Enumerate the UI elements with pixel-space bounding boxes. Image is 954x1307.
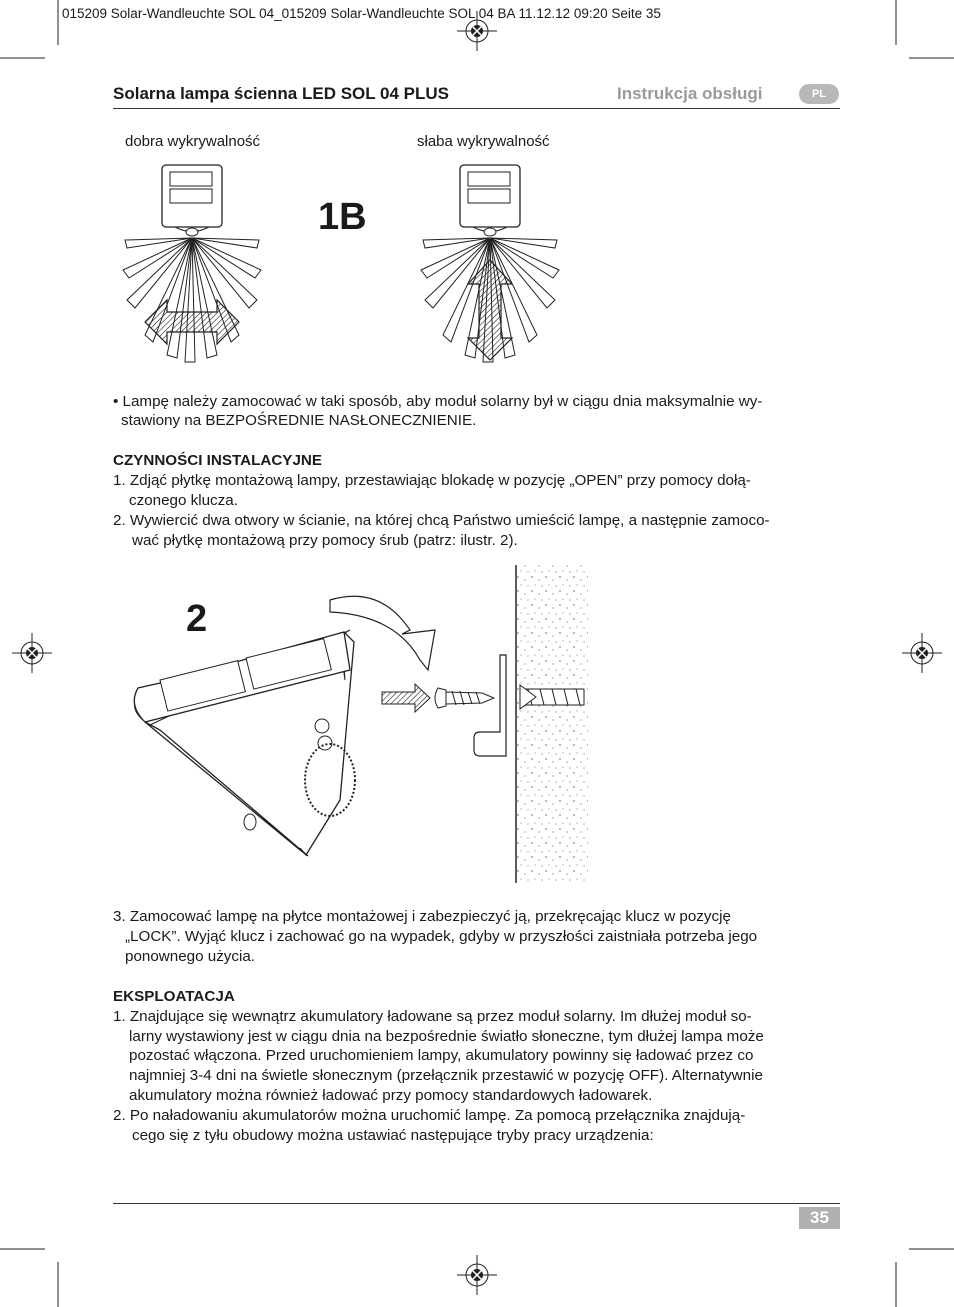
registration-mark-right — [902, 633, 942, 673]
caption-poor-detection: słaba wykrywalność — [417, 133, 550, 150]
header-rule — [113, 108, 840, 109]
caption-good-detection: dobra wykrywalność — [125, 133, 261, 150]
footer-rule — [113, 1203, 840, 1204]
installation-step-1-line-2: czonego klucza. — [129, 492, 238, 509]
page-header-title: Solarna lampa ścienna LED SOL 04 PLUS — [113, 84, 450, 103]
operation-heading: EKSPLOATACJA — [113, 988, 235, 1005]
installation-step-2-line-2: wać płytkę montażową przy pomocy śrub (patrz: ilustr. 2). — [132, 532, 518, 549]
installation-step-1-line-1: 1. Zdjąć płytkę montażową lampy, przestawiając blokadę w pozycję „OPEN” przy pomocy dołą- — [113, 472, 751, 489]
installation-step-3-line-2: „LOCK”. Wyjąć klucz i zachować go na wypadek, gdyby w przyszłości zaistniała potrzeba jego — [125, 928, 758, 945]
operation-p1-line-3: pozostać włączona. Przed uruchomieniem lampy, akumulatory powinny się ładować przez co — [129, 1047, 754, 1064]
operation-p1-line-2: larny wystawiony jest w ciągu dnia na bezpośrednie światło słoneczne, tym dłużej lampa może — [129, 1028, 764, 1045]
installation-step-3-line-3: ponownego użycia. — [125, 948, 256, 965]
intro-bullet-line-1: • Lampę należy zamocować w taki sposób, aby moduł solarny był w ciągu dnia maksymalnie wy- — [113, 393, 763, 410]
mounting-illustration — [110, 560, 610, 890]
registration-mark-bottom — [457, 1255, 497, 1295]
operation-p1-line-4: najmniej 3-4 dni na świetle słonecznym (przełącznik przestawić w pozycję OFF). Alternatywnie — [129, 1067, 763, 1084]
page-header-section: Instrukcja obsługi — [617, 84, 763, 103]
registration-mark-left — [12, 633, 52, 673]
intro-bullet-line-2: stawiony na BEZPOŚREDNIE NASŁONECZNIENIE. — [121, 412, 477, 429]
operation-p1-line-1: 1. Znajdujące się wewnątrz akumulatory ładowane są przez moduł solarny. Im dłużej moduł so- — [113, 1008, 752, 1025]
poor-detection-illustration — [413, 160, 573, 370]
operation-p1-line-5: akumulatory można również ładować przy pomocy standardowych ładowarek. — [129, 1087, 653, 1104]
installation-step-3-line-1: 3. Zamocować lampę na płytce montażowej i zabezpieczyć ją, przekręcając klucz w pozycję — [113, 908, 731, 925]
print-slug: 015209 Solar-Wandleuchte SOL 04_015209 Solar-Wandleuchte SOL 04 BA 11.12.12 09:20 Seite 35 — [62, 6, 661, 21]
operation-p2-line-2: cego się z tyłu obudowy można ustawiać następujące tryby pracy urządzenia: — [132, 1127, 654, 1144]
figure-label-2: 2 — [186, 598, 208, 640]
good-detection-illustration — [115, 160, 275, 370]
installation-heading: CZYNNOŚCI INSTALACYJNE — [113, 452, 322, 469]
installation-step-2-line-1: 2. Wywiercić dwa otwory w ścianie, na której chcą Państwo umieścić lampę, a następnie zamoco- — [113, 512, 770, 529]
operation-p2-line-1: 2. Po naładowaniu akumulatorów można uruchomić lampę. Za pomocą przełącznika znajdują- — [113, 1107, 746, 1124]
language-badge: PL — [799, 84, 839, 104]
page-number: 35 — [799, 1207, 840, 1229]
figure-label-1b: 1B — [318, 196, 367, 238]
